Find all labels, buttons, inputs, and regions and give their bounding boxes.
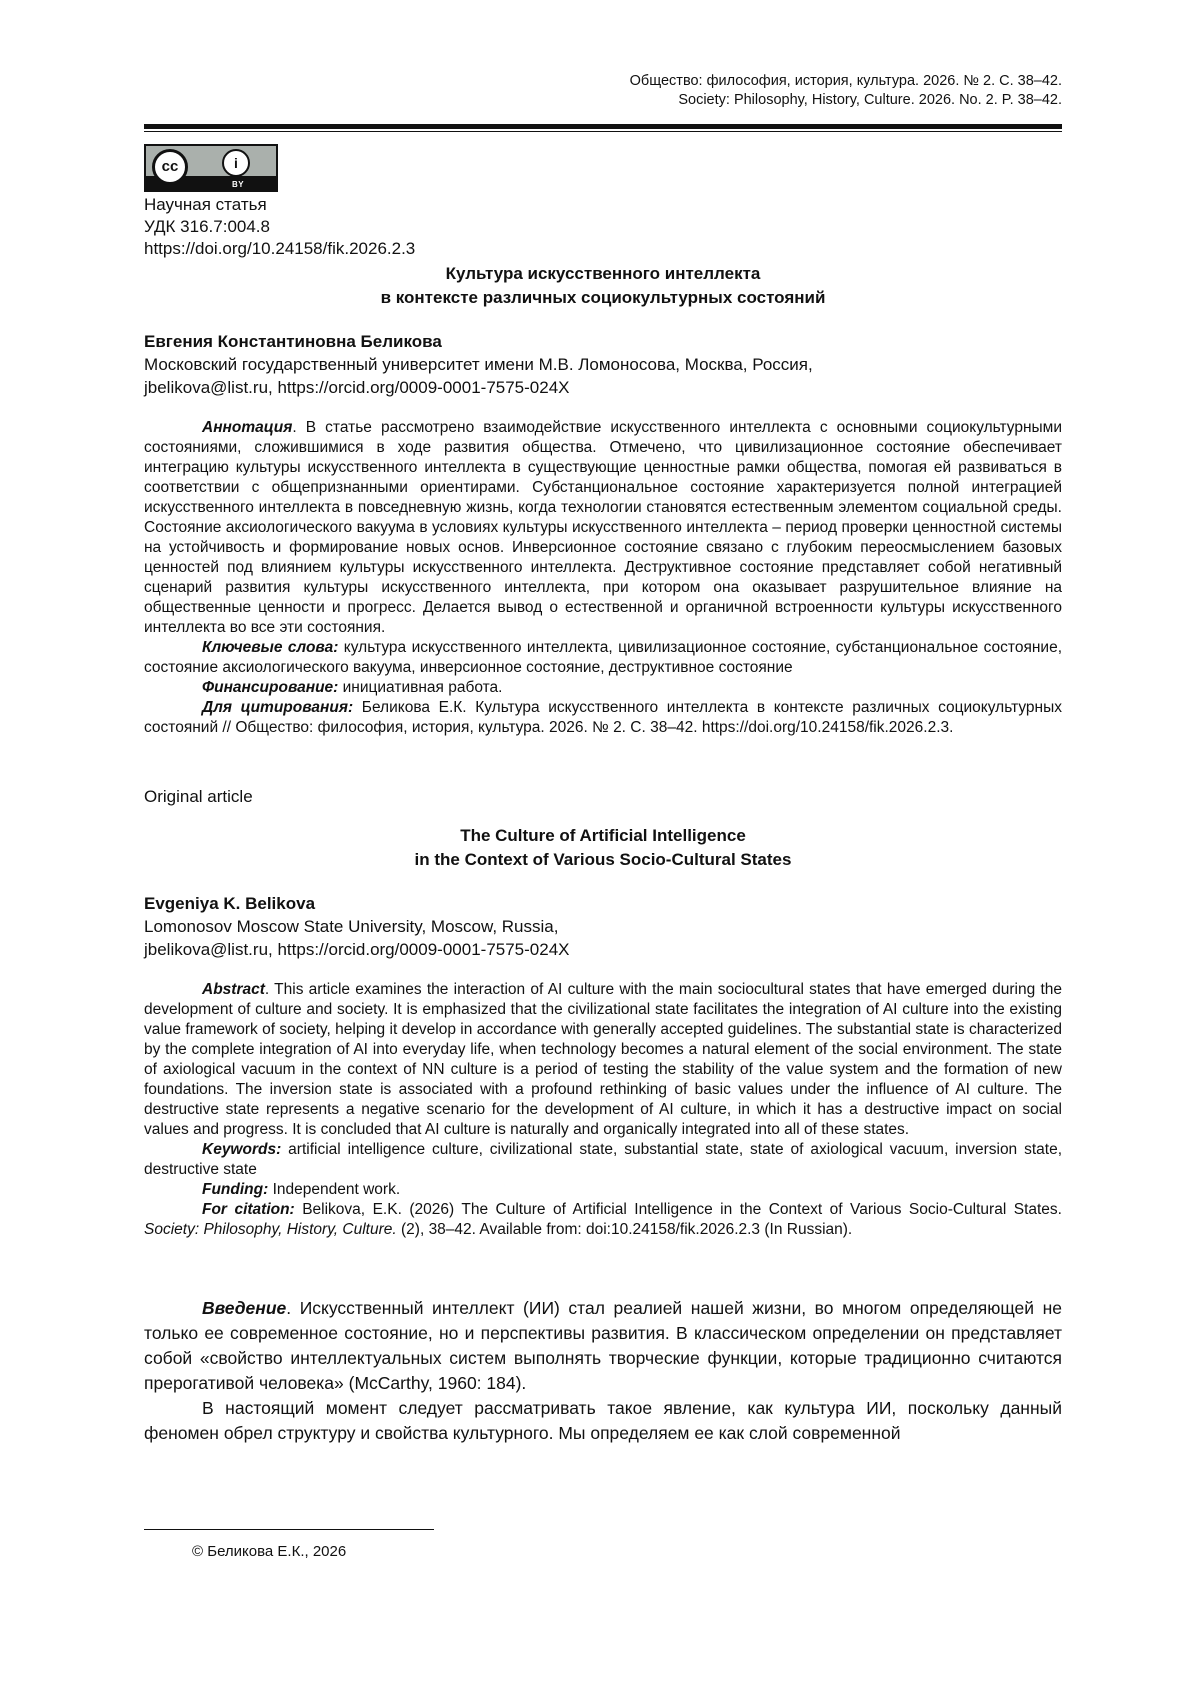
- keywords-label-en: Keywords:: [202, 1141, 282, 1158]
- funding-label-en: Funding:: [202, 1181, 269, 1198]
- intro-label: Введение: [202, 1298, 287, 1318]
- citation-label-en: For citation:: [202, 1201, 295, 1218]
- funding-text-ru: инициативная работа.: [338, 679, 503, 696]
- article-type: Научная статья: [144, 195, 267, 214]
- body-paragraph-2: В настоящий момент следует рассматривать такое явление, как культура ИИ, поскольку данный феномен обрел структуру и свойства культурного. Мы определяем ее как слой современной: [144, 1398, 1062, 1443]
- title-en: [144, 824, 1062, 872]
- running-head-ru: Общество: философия, история, культура. 2026. № 2. С. 38–42.: [629, 73, 1062, 89]
- title-en-line2: in the Context of Various Socio-Cultural States: [414, 850, 792, 869]
- title-ru-line1: Культура искусственного интеллекта: [445, 264, 761, 283]
- title-en-line1: The Culture of Artificial Intelligence: [460, 826, 746, 845]
- keywords-label-ru: Ключевые слова:: [202, 639, 339, 656]
- doi-link[interactable]: https://doi.org/10.24158/fik.2026.2.3: [144, 239, 416, 258]
- cc-by-license-badge: [144, 144, 278, 192]
- intro-text: . Искусственный интеллект (ИИ) стал реалией нашей жизни, во многом определяющей не только ее современное состояние, но и перспективы развития. В классическом определении он представляет собой «свойство интеллектуальных систем выполнять творческие функции, которые традиционно считаются прерогативой человека» (McCarthy, 1960: 184).: [144, 1298, 1062, 1393]
- body-text: [144, 1296, 1062, 1446]
- copyright-footnote: © Беликова Е.К., 2026: [192, 1543, 347, 1560]
- citation-label-ru: Для цитирования:: [202, 699, 354, 716]
- author-name-en: Evgeniya K. Belikova: [144, 894, 316, 913]
- abstract-label-en: Abstract: [202, 981, 265, 998]
- funding-text-en: Independent work.: [268, 1181, 401, 1198]
- funding-label-ru: Финансирование:: [202, 679, 339, 696]
- abstract-label-ru: Аннотация: [202, 419, 293, 436]
- affiliation-en: Lomonosov Moscow State University, Moscow, Russia,: [144, 917, 559, 936]
- footnote-rule: [144, 1529, 434, 1530]
- title-ru: [144, 262, 1062, 310]
- keywords-text-ru: культура искусственного интеллекта, цивилизационное состояние, субстанциональное состояние, состояние аксиологического вакуума, инверсионное состояние, деструктивное состояние: [144, 639, 1062, 676]
- running-head-en: Society: Philosophy, History, Culture. 2026. No. 2. P. 38–42.: [678, 92, 1062, 108]
- citation-text-ru: Беликова Е.К. Культура искусственного интеллекта в контексте различных социокультурных состояний // Общество: философия, история, культура. 2026. № 2. С. 38–42. https://doi.org/10.24158/fik.2026.2.3.: [144, 699, 1062, 736]
- author-block-ru: [144, 330, 813, 399]
- abstract-en: [144, 980, 1062, 1240]
- title-ru-line2: в контексте различных социокультурных состояний: [380, 288, 826, 307]
- citation-text-en-1: Belikova, E.K. (2026) The Culture of Artificial Intelligence in the Context of Various Socio-Cultural States.: [294, 1201, 1062, 1218]
- author-block-en: [144, 892, 570, 961]
- contacts-en: jbelikova@list.ru, https://orcid.org/0009-0001-7575-024X: [144, 940, 570, 959]
- citation-journal-en: Society: Philosophy, History, Culture.: [144, 1221, 397, 1238]
- citation-text-en-2: (2), 38–42. Available from: doi:10.24158/fik.2026.2.3 (In Russian).: [396, 1221, 853, 1238]
- header-rule-thick: [144, 124, 1062, 129]
- header-rule-thin: [144, 131, 1062, 132]
- abstract-text-en: . This article examines the interaction of AI culture with the main sociocultural states that have emerged during the development of culture and society. It is emphasized that the civilizational state facilitates the integration of AI culture into the existing value framework of society, helping it develop in accordance with generally accepted guidelines. The substantial state is characterized by the complete integration of AI into everyday life, when technology becomes a natural element of the social environment. The state of axiological vacuum in the context of NN culture is a period of testing the stability of the value system and the formation of new foundations. The inversion state is associated with a profound rethinking of basic values under the influence of AI culture. The destructive state represents a negative scenario for the development of AI culture, in which it has a destructive impact on social values and progress. It is concluded that AI culture is naturally and organically integrated into all of these states.: [144, 981, 1062, 1138]
- keywords-text-en: artificial intelligence culture, civilizational state, substantial state, state of axiological vacuum, inversion state, destructive state: [144, 1141, 1062, 1178]
- attribution-icon: i: [222, 149, 250, 177]
- affiliation-ru: Московский государственный университет имени М.В. Ломоносова, Москва, Россия,: [144, 355, 813, 374]
- running-head: [630, 72, 1062, 110]
- abstract-ru: [144, 418, 1062, 738]
- author-name-ru: Евгения Константиновна Беликова: [144, 332, 442, 351]
- cc-icon: cc: [152, 149, 188, 185]
- abstract-text-ru: . В статье рассмотрено взаимодействие искусственного интеллекта с основными социокультурными состояниями, сложившимися в ходе развития общества. Отмечено, что цивилизационное состояние обеспечивает интеграцию культуры искусственного интеллекта в существующие ценностные рамки общества, помогая ей развиваться в соответствии с общепризнанными ориентирами. Субстанциональное состояние характеризуется полной интеграцией искусственного интеллекта в повседневную жизнь, когда технологии становятся естественным элементом социальной среды. Состояние аксиологического вакуума в условиях культуры искусственного интеллекта – период проверки ценностной системы на устойчивость и формирование новых основ. Инверсионное состояние связано с глубоким переосмыслением базовых ценностей под влиянием культуры искусственного интеллекта. Деструктивное состояние представляет собой негативный сценарий развития культуры искусственного интеллекта, при котором она оказывает разрушительное влияние на общественные ценности и прогресс. Делается вывод о естественной и органичной встроенности культуры искусственного интеллекта во все эти состояния.: [144, 419, 1062, 636]
- contacts-ru: jbelikova@list.ru, https://orcid.org/0009-0001-7575-024X: [144, 378, 570, 397]
- original-article-label: Original article: [144, 787, 253, 806]
- udc-code: УДК 316.7:004.8: [144, 217, 270, 236]
- cc-by-label: BY: [232, 180, 245, 189]
- article-meta: [144, 194, 415, 260]
